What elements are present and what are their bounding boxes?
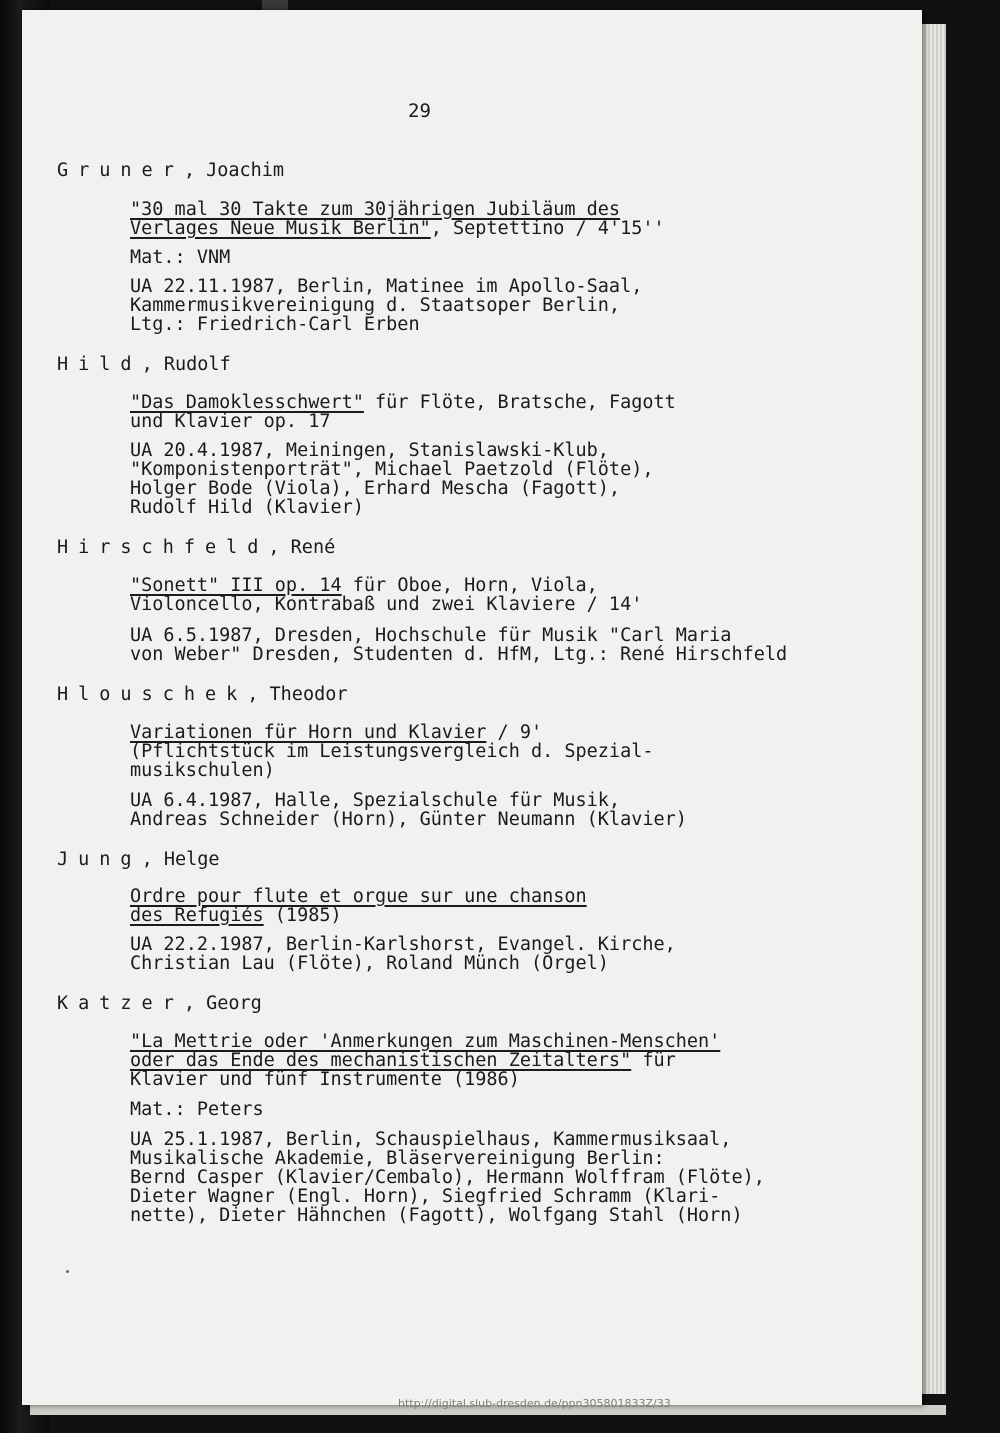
premiere-line: Rudolf Hild (Klavier) [130,497,364,518]
work-title-line: und Klavier op. 17 [130,411,331,432]
premiere-line: UA 22.11.1987, Berlin, Matinee im Apollo-Saal, [130,276,643,297]
premiere-line: UA 20.4.1987, Meiningen, Stanislawski-Klub, [130,440,609,461]
premiere-line: UA 22.2.1987, Berlin-Karlshorst, Evangel. Kirche, [130,934,676,955]
composer-firstname: Theodor [269,684,348,705]
premiere-line: UA 6.4.1987, Halle, Spezialschule für Musik, [130,790,621,811]
composer-heading: Hirschfeld, René [57,537,336,558]
premiere-line: Holger Bode (Viola), Erhard Mescha (Fagott), [130,478,621,499]
work-title-line: Variationen für Horn und Klavier / 9' [130,722,543,743]
material-publisher: Mat.: Peters [130,1099,264,1120]
composer-heading: Hild, Rudolf [57,354,231,375]
composer-heading: Jung, Helge [57,849,220,870]
premiere-line: Ltg.: Friedrich-Carl Erben [130,314,420,335]
paper-blemish [66,1270,69,1273]
work-title-line: "Sonett" III op. 14 für Oboe, Horn, Viola, [130,575,598,596]
material-publisher: Mat.: VNM [130,247,231,268]
premiere-line: Christian Lau (Flöte), Roland Münch (Orgel) [130,953,609,974]
composer-heading: Hlouschek, Theodor [57,684,348,705]
premiere-line: Andreas Schneider (Horn), Günter Neumann (Klavier) [130,809,687,830]
premiere-line: Dieter Wagner (Engl. Horn), Siegfried Schramm (Klari- [130,1186,721,1207]
premiere-line: nette), Dieter Hähnchen (Fagott), Wolfgang Stahl (Horn) [130,1205,743,1226]
work-title-line: "La Mettrie oder 'Anmerkungen zum Maschinen-Menschen' [130,1031,721,1052]
composer-firstname: Georg [206,993,262,1014]
composer-surname: Hlouschek [57,684,248,705]
premiere-line: UA 25.1.1987, Berlin, Schauspielhaus, Kammermusiksaal, [130,1129,732,1150]
work-title-line: "Das Damoklesschwert" für Flöte, Bratsche, Fagott [130,392,676,413]
premiere-line: Kammermusikvereinigung d. Staatsoper Berlin, [130,295,621,316]
work-title-line: Klavier und fünf Instrumente (1986) [130,1069,520,1090]
work-title-line: Ordre pour flute et orgue sur une chanson [130,886,587,907]
source-url[interactable]: http://digital.slub-dresden.de/ppn305801833Z/33 [398,1397,671,1410]
composer-surname: Gruner [57,160,184,181]
work-title-line: musikschulen) [130,760,275,781]
composer-heading: Gruner, Joachim [57,160,285,181]
composer-surname: Hild [57,354,142,375]
work-title-line: (Pflichtstück im Leistungsvergleich d. Spezial- [130,741,654,762]
composer-surname: Jung [57,849,142,870]
premiere-line: von Weber" Dresden, Studenten d. HfM, Ltg.: René Hirschfeld [130,644,788,665]
composer-surname: Hirschfeld [57,537,269,558]
work-title-line: oder das Ende des mechanistischen Zeitalters" für [130,1050,676,1071]
composer-surname: Katzer [57,993,184,1014]
composer-firstname: Rudolf [163,354,231,375]
premiere-line: UA 6.5.1987, Dresden, Hochschule für Musik "Carl Maria [130,625,732,646]
work-title-line: Verlages Neue Musik Berlin", Septettino / 4'15'' [130,218,665,239]
composer-firstname: René [290,537,336,558]
composer-firstname: Helge [163,849,220,870]
page-number: 29 [408,100,431,122]
work-title-line: des Refugiés (1985) [130,905,342,926]
work-title-line: "30 mal 30 Takte zum 30jährigen Jubiläum des [130,199,621,220]
premiere-line: Bernd Casper (Klavier/Cembalo), Hermann Wolffram (Flöte), [130,1167,765,1188]
premiere-line: Musikalische Akademie, Bläservereinigung Berlin: [130,1148,665,1169]
work-title-line: Violoncello, Kontrabaß und zwei Klaviere / 14' [130,594,643,615]
composer-heading: Katzer, Georg [57,993,262,1014]
composer-firstname: Joachim [206,160,285,181]
premiere-line: "Komponistenporträt", Michael Paetzold (Flöte), [130,459,654,480]
